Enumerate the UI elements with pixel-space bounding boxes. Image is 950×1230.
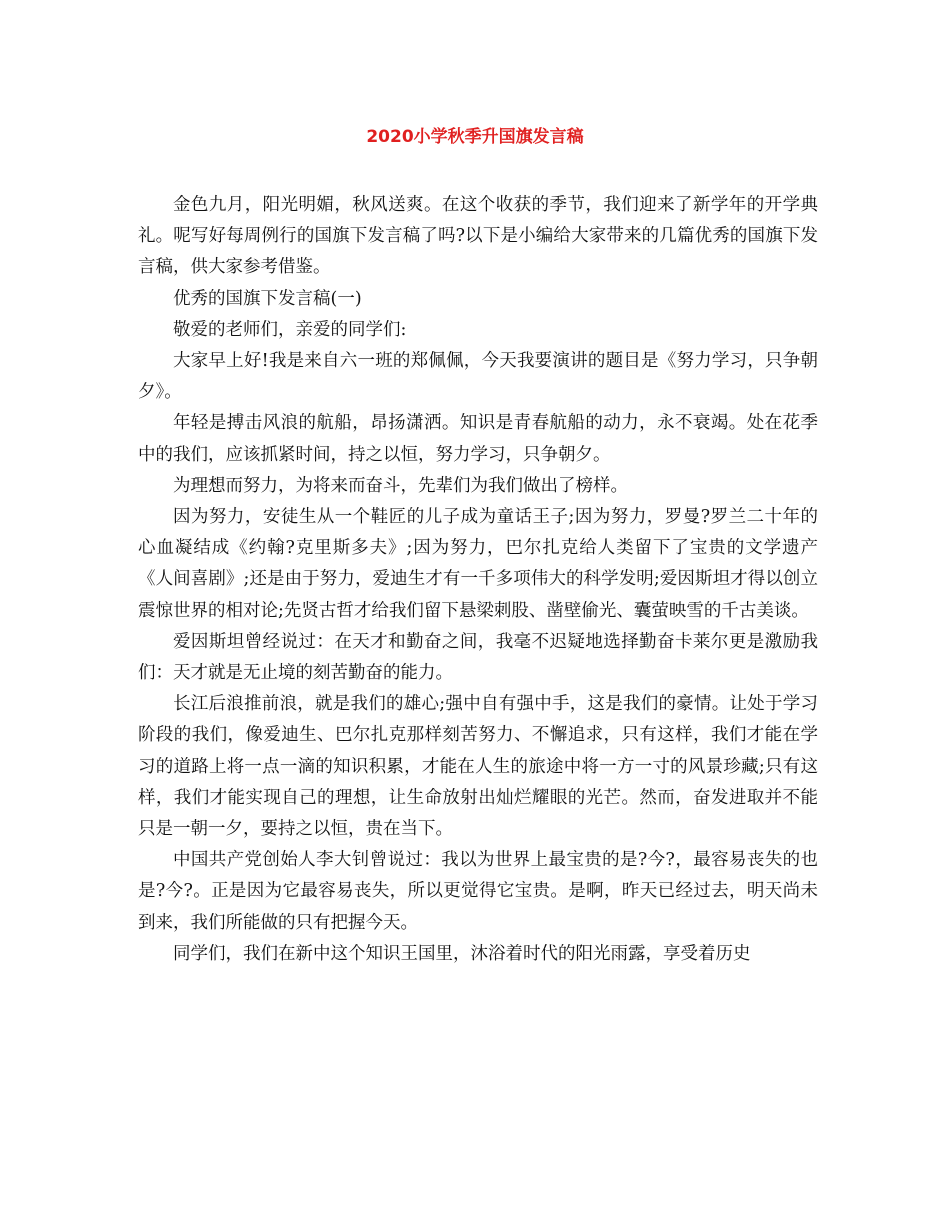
paragraph-subtitle: 优秀的国旗下发言稿(一) [173, 288, 362, 309]
paragraph-li-dazhao: 中国共产党创始人李大钊曾说过：我以为世界上最宝贵的是?今?，最容易丧失的也是?今?。正是因为它最容易丧失，所以更觉得它宝贵。是啊，昨天已经过去，明天尚未到来，我们所能做的只有把握今天。 [138, 850, 818, 933]
paragraph-einstein: 爱因斯坦曾经说过：在天才和勤奋之间，我毫不迟疑地选择勤奋卡莱尔更是激励我们：天才就是无止境的刻苦勤奋的能力。 [138, 631, 818, 684]
paragraph-youth: 年轻是搏击风浪的航船，昂扬潇洒。知识是青春航船的动力，永不衰竭。处在花季中的我们，应该抓紧时间，持之以恒，努力学习，只争朝夕。 [138, 413, 818, 465]
paragraph-students: 同学们，我们在新中这个知识王国里，沐浴着时代的阳光雨露，享受着历史 [173, 943, 751, 964]
paragraph-intro: 金色九月，阳光明媚，秋风送爽。在这个收获的季节，我们迎来了新学年的开学典礼。呢写好每周例行的国旗下发言稿了吗?以下是小编给大家带来的几篇优秀的国旗下发言稿，供大家参考借鉴。 [138, 195, 818, 278]
paragraph-yangtze: 长江后浪推前浪，就是我们的雄心;强中自有强中手，这是我们的豪情。让处于学习阶段的我们，像爱迪生、巴尔扎克那样刻苦努力、不懈追求，只有这样，我们才能在学习的道路上将一点一滴的知识积累，才能在人生的旅途中将一方一寸的风景珍藏;只有这样，我们才能实现自己的理想，让生命放射出灿烂耀眼的光芒。然而，奋发进取并不能只是一朝一夕，要持之以恒，贵在当下。 [138, 694, 818, 840]
document-body [138, 190, 818, 970]
paragraph-ideals: 为理想而努力，为将来而奋斗，先辈们为我们做出了榜样。 [173, 475, 628, 496]
paragraph-greeting: 大家早上好!我是来自六一班的郑佩佩，今天我要演讲的题目是《努力学习，只争朝夕》。 [138, 351, 818, 403]
paragraph-salutation: 敬爱的老师们，亲爱的同学们: [173, 319, 407, 340]
paragraph-examples: 因为努力，安徒生从一个鞋匠的儿子成为童话王子;因为努力，罗曼?罗兰二十年的心血凝结成《约翰?克里斯多夫》;因为努力，巴尔扎克给人类留下了宝贵的文学遗产《人间喜剧》;还是由于努力，爱迪生才有一千多项伟大的科学发明;爱因斯坦才得以创立震惊世界的相对论;先贤古哲才给我们留下悬梁刺股、凿壁偷光、囊萤映雪的千古美谈。 [138, 507, 818, 621]
document-title: 2020小学秋季升国旗发言稿 [366, 127, 584, 147]
